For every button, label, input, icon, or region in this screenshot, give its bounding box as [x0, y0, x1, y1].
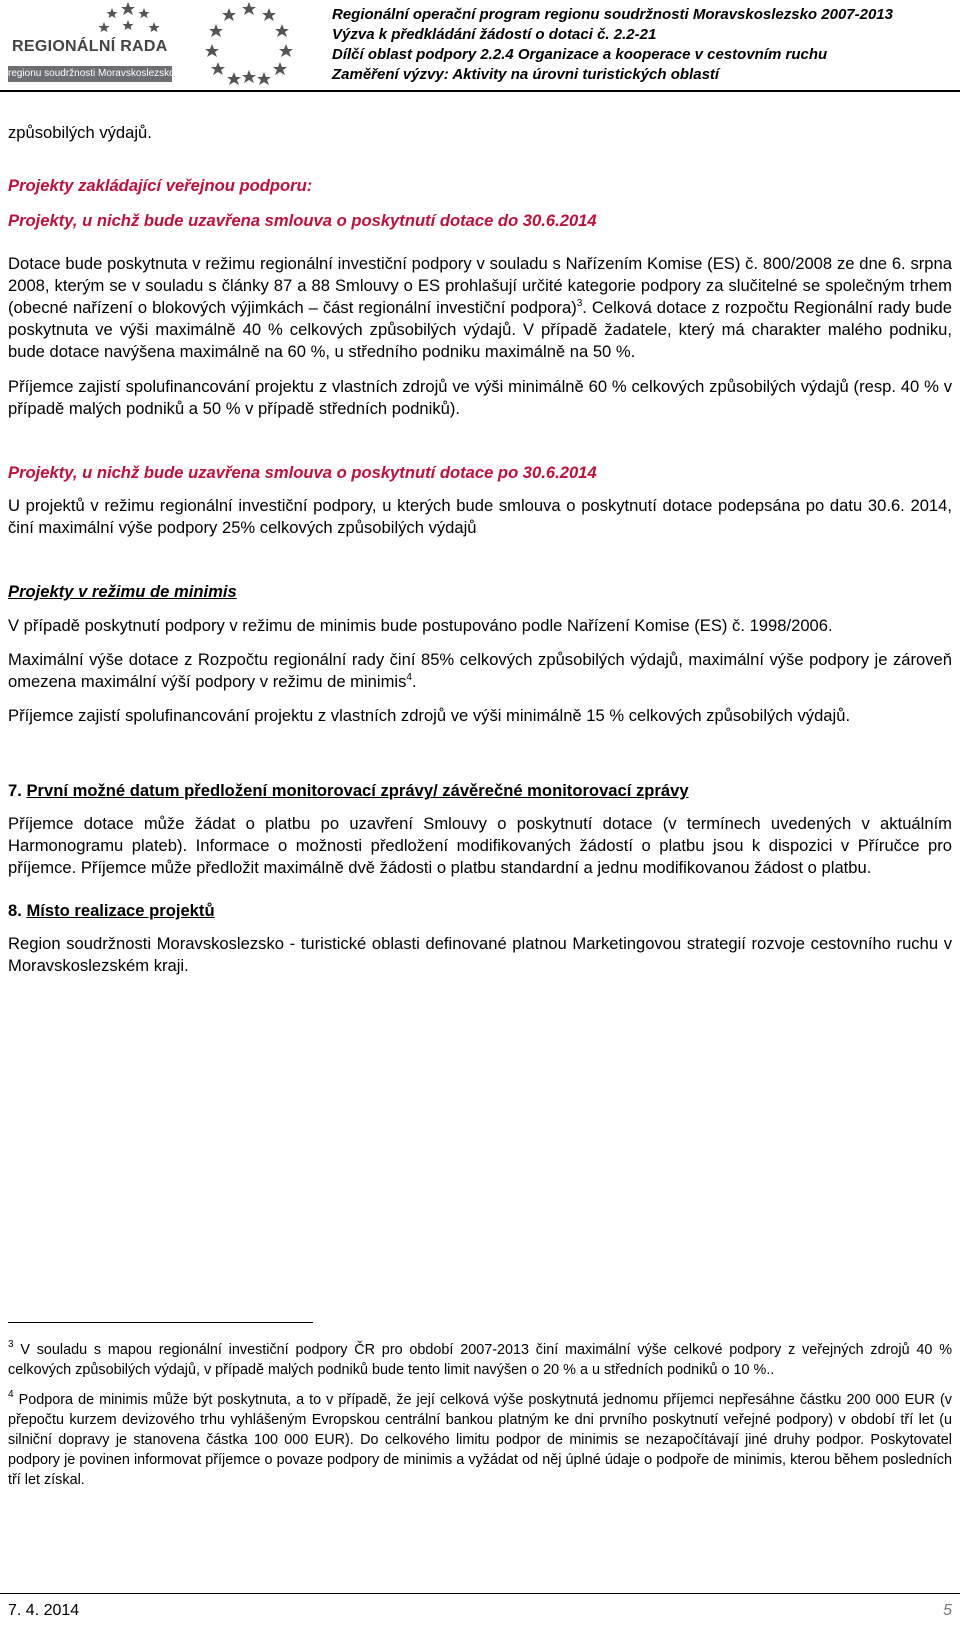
eu-stars-icon: [184, 0, 314, 86]
header-line-focus: Zaměření výzvy: Aktivity na úrovni turistických oblastí: [332, 66, 720, 83]
paragraph-de-minimis: V případě poskytnutí podpory v režimu de minimis bude postupováno podle Nařízení Komise (ES) č. 1998/2006.: [8, 616, 833, 635]
footnote-number: 3: [8, 1339, 14, 1350]
paragraph-monitoring: Příjemce dotace může žádat o platbu po uzavření Smlouvy o poskytnutí dotace (v termínech uvedených v aktuálním Harmonogramu plateb). Informace o možnosti předložení modifikovaných žádostí o platbu jsou k dispozici v Příručce pro příjemce. Příjemce může předložit maximálně dvě žádosti o platbu standardní a jednu modifikovanou žádost o platbu.: [8, 814, 952, 877]
footnote-3: [8, 1340, 952, 1380]
header-line-sub-area: Dílčí oblast podpory 2.2.4 Organizace a kooperace v cestovním ruchu: [332, 46, 828, 63]
footnote-4: [8, 1390, 952, 1490]
section-number: 7.: [8, 781, 27, 800]
section-number: 8.: [8, 901, 27, 920]
footnote-ref-4[interactable]: 4: [406, 672, 412, 683]
section-title: První možné datum předložení monitorovací zprávy/ závěrečné monitorovací zprávy: [26, 781, 689, 800]
paragraph-text: .: [411, 672, 417, 691]
stars-icon: [98, 0, 168, 40]
paragraph-de-minimis-max: [8, 649, 952, 693]
footnote-text: Podpora de minimis může být poskytnuta, a to v případě, že její celková výše poskytnutá jednomu příjemci nepřesáhne částku 200 000 EUR (v přepočtu kurzem devizového trhu vyhlášeným Evropskou centrální bankou platným ke dni prvního poskytnutí veřejné podpory) v období tří let (u silniční dopravy je stanovena částka 100 000 EUR). Do celkového limitu podpor de minimis se nezapočítávají jiné druhy podpor. Poskytovatel podpory je povinen informovat příjemce o povaze podpory de minimis a vyžádat od něj úplné údaje o podpoře de minimis, kterou během posledních tří let získal.: [8, 1392, 952, 1488]
footer-date: 7. 4. 2014: [8, 1602, 80, 1619]
document-body: [8, 122, 952, 977]
section-title: Místo realizace projektů: [26, 901, 215, 920]
footnote-ref-3[interactable]: 3: [576, 298, 583, 309]
heading-de-minimis: Projekty v režimu de minimis: [8, 582, 237, 601]
paragraph: způsobilých výdajů.: [8, 123, 152, 142]
footnote-text: V souladu s mapou regionální investiční podpory ČR pro období 2007-2013 činí maximální výše celkové podpory z veřejných zdrojů 40 % celkových způsobilých výdajů, v případě malých podniků bude tento limit navýšen o 20 % a u středních podniků o 10 %..: [8, 1342, 952, 1378]
paragraph-after-date: U projektů v režimu regionální investiční podpory, u kterých bude smlouva o poskytnutí dotace podepsána po datu 30.6. 2014, činí maximální výše podpory 25% celkových způsobilých výdajů: [8, 496, 952, 537]
paragraph-text: Maximální výše dotace z Rozpočtu regionální rady činí 85% celkových způsobilých výdajů, maximální výše podpory je zároveň omezena maximální výší podpory v režimu de minimis: [8, 650, 952, 691]
footer-divider: [0, 1593, 960, 1594]
footnote-number: 4: [8, 1389, 14, 1400]
page-header: [0, 0, 960, 92]
header-program-info: [332, 5, 893, 85]
section-heading-7: [8, 780, 952, 802]
paragraph-text: Dotace bude poskytnuta v režimu regionální investiční podpory v souladu s Nařízením Komise (ES) č. 800/2008 ze dne 6. srpna 2008, kterým se v souladu s články 87 a 88 Smlouvy o ES prohlašují určité kategorie podpory za slučitelné se společným trhem (obecné nařízení o blokových výjimkách – část regionální investiční podpora): [8, 254, 952, 317]
page-number: 5: [943, 1602, 952, 1619]
heading-contract-after-date: Projekty, u nichž bude uzavřena smlouva o poskytnutí dotace po 30.6.2014: [8, 463, 597, 482]
header-line-program: Regionální operační program regionu soudržnosti Moravskoslezsko 2007-2013: [332, 6, 893, 23]
header-divider: [0, 90, 960, 92]
header-line-call: Výzva k předkládání žádostí o dotaci č. 2.2-21: [332, 26, 657, 43]
footnote-separator: [8, 1322, 313, 1323]
logo-subtitle: regionu soudržnosti Moravskoslezsko: [8, 66, 172, 82]
paragraph-cofinancing: Příjemce zajistí spolufinancování projektu z vlastních zdrojů ve výši minimálně 60 % celkových způsobilých výdajů (resp. 40 % v případě malých podniků a 50 % v případě středních podniků).: [8, 377, 952, 418]
paragraph-cofinancing-de-minimis: Příjemce zajistí spolufinancování projektu z vlastních zdrojů ve výši minimálně 15 % celkových způsobilých výdajů.: [8, 706, 851, 725]
paragraph-regional-aid: [8, 253, 952, 363]
logo-name: REGIONÁLNÍ RADA: [12, 38, 168, 55]
footnotes: [8, 1340, 952, 1490]
paragraph-location: Region soudržnosti Moravskoslezsko - turistické oblasti definované platnou Marketingovou strategií rozvoje cestovního ruchu v Moravskoslezském kraji.: [8, 934, 952, 975]
section-heading-8: [8, 900, 952, 922]
heading-contract-before-date: Projekty, u nichž bude uzavřena smlouva o poskytnutí dotace do 30.6.2014: [8, 211, 597, 230]
paragraph-text: . Celková dotace z rozpočtu Regionální rady bude poskytnuta ve výši maximálně 40 % celkových způsobilých výdajů. V případě žadatele, který má charakter malého podniku, bude dotace navýšena maximálně na 60 %, u středního podniku maximálně na 50 %.: [8, 298, 952, 361]
regional-council-logo: [0, 0, 175, 82]
heading-founding-state-aid: Projekty zakládající veřejnou podporu:: [8, 176, 313, 195]
